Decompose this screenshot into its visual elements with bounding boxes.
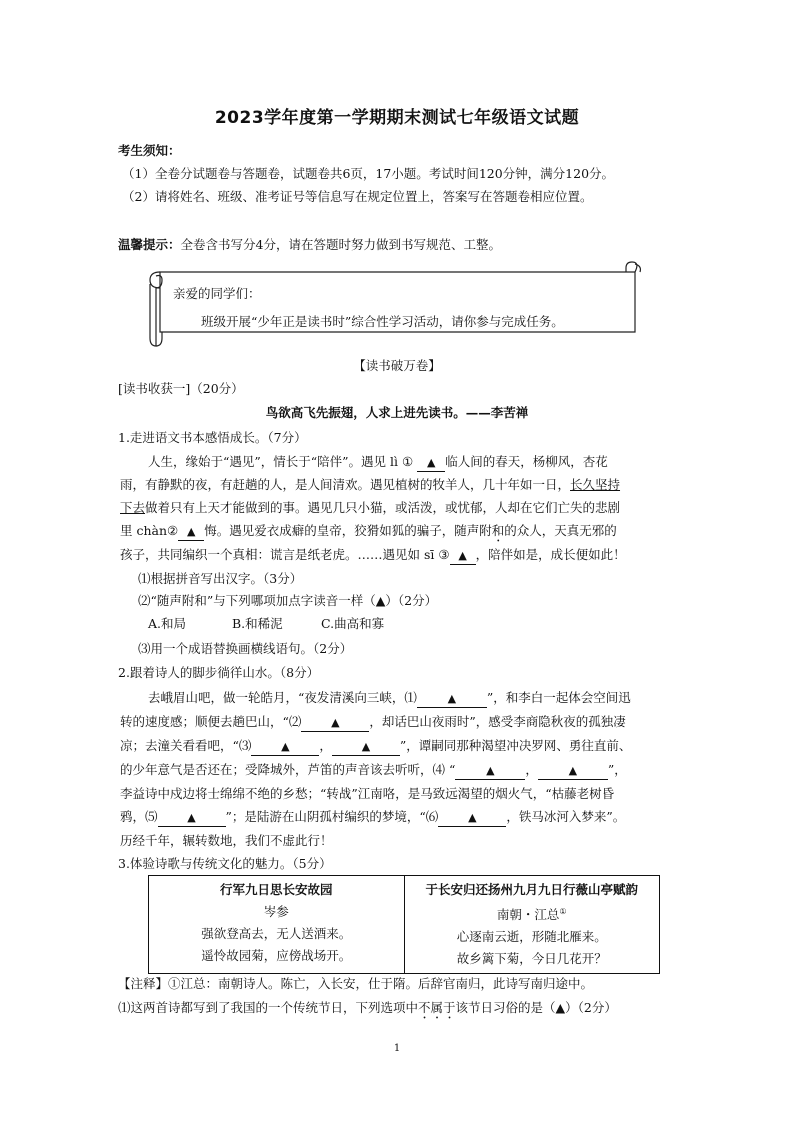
q2-line-7: 历经千年，辗转数地，我们不虚此行！ — [120, 833, 333, 848]
page-number: 1 — [393, 1043, 401, 1054]
notice-item-1: （1）全卷分试题卷与答题卷，试题卷共6页，17小题。考试时间120分钟，满分120分。 — [122, 166, 615, 181]
blank-marker: ▲ — [187, 811, 196, 824]
poem-1 — [149, 876, 405, 974]
tip-heading: 温馨提示： — [118, 237, 181, 252]
q2-line-2 — [120, 711, 626, 733]
blank-marker: ▲ — [361, 740, 371, 753]
q2-blank-2 — [301, 714, 369, 732]
poem-1-line-2: 遥怜故园菊，应傍战场开。 — [201, 948, 352, 963]
poem-1-line-1: 强欲登高去，无人送酒来。 — [201, 926, 352, 941]
q2-line-5: 李益诗中戍边将士绵绵不绝的乡愁；“转战”江南咯，是马致远渴望的烟火气，“枯藤老树昏 — [120, 786, 615, 801]
q2-text: ， — [319, 738, 332, 753]
q3-sub-1 — [118, 997, 617, 1022]
q2-line-1 — [148, 687, 631, 709]
q1-line-3 — [120, 497, 620, 519]
q2-text: ，却话巴山夜雨时”，感受李商隐秋夜的孤独凄 — [369, 714, 626, 729]
q1-line-1 — [148, 451, 608, 473]
q1-text: 里 chàn② — [120, 523, 179, 538]
blank-1 — [417, 454, 445, 472]
q2-blank-6 — [438, 809, 506, 827]
poem-2-author: 南朝・江总 — [496, 907, 560, 923]
dotted-char: 和 — [491, 523, 505, 538]
poem-1-author: 岑参 — [263, 904, 289, 919]
blank-marker: ▲ — [187, 525, 196, 538]
scroll-body: 班级开展“少年正是读书时”综合性学习活动，请你参与完成任务。 — [201, 314, 564, 329]
q3-text: ⑴这两首诗都写到了我国的一个传统节日，下列选项中 — [118, 1000, 419, 1015]
q1-line-5 — [120, 544, 626, 566]
blank-marker: ▲ — [486, 764, 495, 777]
q2-text: 凉；去潼关看看吧，“⑶ — [120, 738, 252, 753]
q2-line-3 — [120, 735, 631, 757]
q2-text: ”；是陆游在山阴孤村编织的梦境，“⑹ — [225, 809, 439, 824]
footnote-marker: ① — [559, 907, 567, 916]
q1-text: 孩子，共同编织一个真相：谎言是纸老虎。……遇见如 sī ③ — [120, 547, 450, 562]
q2-blank-1 — [417, 690, 487, 708]
q1-line-4 — [120, 520, 617, 545]
q1-heading: 1.走进语文书本感悟成长。（7分） — [118, 430, 307, 445]
blank-marker: ▲ — [426, 456, 436, 469]
q1-text: 做着只有上天才能做到的事。遇见几只小猫，或活泼，或忧郁，人却在它们亡失的悲剧 — [145, 500, 621, 515]
q1-sub-2: ⑵“随声附和”与下列哪项加点字读音一样（▲）（2分） — [138, 593, 438, 608]
notice-item-2: （2）请将姓名、班级、准考证号等信息写在规定位置上，答案写在答题卷相应位置。 — [122, 189, 593, 204]
blank-marker: ▲ — [331, 716, 340, 729]
q2-text: 鸦，⑸ — [120, 809, 158, 824]
q2-text: ”，和李白一起体会空间迅 — [486, 690, 631, 705]
q1-text: 的众人，天真无邪的 — [504, 523, 617, 538]
tip-text: 全卷含书写分4分，请在答题时努力做到书写规范、工整。 — [180, 237, 501, 252]
blank-marker: ▲ — [281, 740, 290, 753]
underlined-phrase: 下去 — [120, 500, 146, 515]
q1-text: 人生，缘始于“遇见”，情长于“陪伴”。遇见 lì ① — [148, 454, 414, 469]
poem-2 — [404, 876, 660, 974]
q3-note: 【注释】①江总：南朝诗人。陈亡，入长安，仕于隋。后辞官南归，此诗写南归途中。 — [118, 976, 594, 991]
q2-heading: 2.跟着诗人的脚步徜徉山水。（8分） — [118, 665, 320, 680]
page-title: 2023学年度第一学期期末测试七年级语文试题 — [214, 108, 580, 128]
q2-text: ，铁马冰河入梦来”。 — [506, 809, 626, 824]
q2-text: ， — [525, 762, 538, 777]
poems-table — [148, 875, 660, 974]
q2-blank-4a — [455, 762, 525, 780]
tip-line — [118, 234, 501, 256]
q2-line-4 — [120, 759, 627, 781]
q2-text: ”，谭嗣同那种渴望冲决罗网、勇往直前、 — [399, 738, 632, 753]
q1-sub-1: ⑴根据拼音写出汉字。（3分） — [138, 571, 303, 586]
q2-blank-4b — [538, 762, 608, 780]
q2-text: 转的速度感；顺便去趟巴山，“⑵ — [120, 714, 302, 729]
q3-heading: 3.体验诗歌与传统文化的魅力。（5分） — [118, 856, 332, 871]
q1-text: 临人间的春天，杨柳风，杏花 — [445, 454, 608, 469]
blank-marker: ▲ — [568, 764, 578, 777]
scroll-greeting: 亲爱的同学们： — [173, 286, 261, 301]
q2-text: 的少年意气是否还在；受降城外，芦笛的声音该去听听，⑷ “ — [120, 762, 456, 777]
motto: 鸟欲高飞先振翅，人求上进先读书。——李苦禅 — [265, 405, 529, 420]
q2-blank-5 — [158, 809, 226, 827]
q1-line-2 — [120, 474, 620, 496]
blank-marker: ▲ — [468, 811, 477, 824]
q1-text: 悔。遇见爱衣成癖的皇帝，狡猾如狐的骗子，随声附 — [204, 523, 492, 538]
poem-2-line-2: 故乡篱下菊，今日几花开？ — [456, 951, 607, 967]
blank-2 — [178, 523, 204, 541]
poem-2-title: 于长安归还扬州九月九日行薇山亭赋韵 — [425, 882, 638, 897]
q1-option-c: C.曲高和寡 — [321, 616, 385, 631]
q2-blank-3a — [251, 738, 319, 756]
q1-sub-3: ⑶用一个成语替换画横线语句。（2分） — [138, 641, 353, 656]
blank-marker: ▲ — [447, 692, 457, 705]
blank-marker: ▲ — [458, 549, 467, 562]
q1-text: 雨，有静默的夜，有赶趟的人，是人间清欢。遇见植树的牧羊人，几十年如一日， — [120, 477, 571, 492]
q2-line-6 — [120, 806, 625, 828]
subsection-heading: [读书收获一]（20分） — [118, 381, 244, 396]
poem-1-title: 行军九日思长安故园 — [219, 882, 333, 897]
scroll-banner — [140, 258, 645, 348]
notice-heading: 考生须知： — [118, 143, 181, 158]
q1-text: ，陪伴如是，成长便如此！ — [475, 547, 626, 562]
dotted-phrase: 不属于 — [418, 1000, 456, 1015]
poem-2-line-1: 心逐南云逝，形随北雁来。 — [456, 929, 607, 945]
q2-text: ”， — [607, 762, 627, 777]
blank-3 — [450, 547, 476, 565]
q2-text: 去峨眉山吧，做一轮皓月，“夜发清溪向三峡，⑴ — [148, 690, 417, 705]
poem-2-author-line — [409, 901, 656, 926]
q3-text: 该节日习俗的是（▲）（2分） — [455, 1000, 617, 1015]
q1-option-b: B.和稀泥 — [232, 616, 283, 631]
q2-blank-3b — [332, 738, 400, 756]
underlined-phrase: 长久坚持 — [570, 477, 621, 492]
q1-option-a: A.和局 — [148, 616, 187, 631]
section-heading: 【读书破万卷】 — [353, 358, 441, 373]
